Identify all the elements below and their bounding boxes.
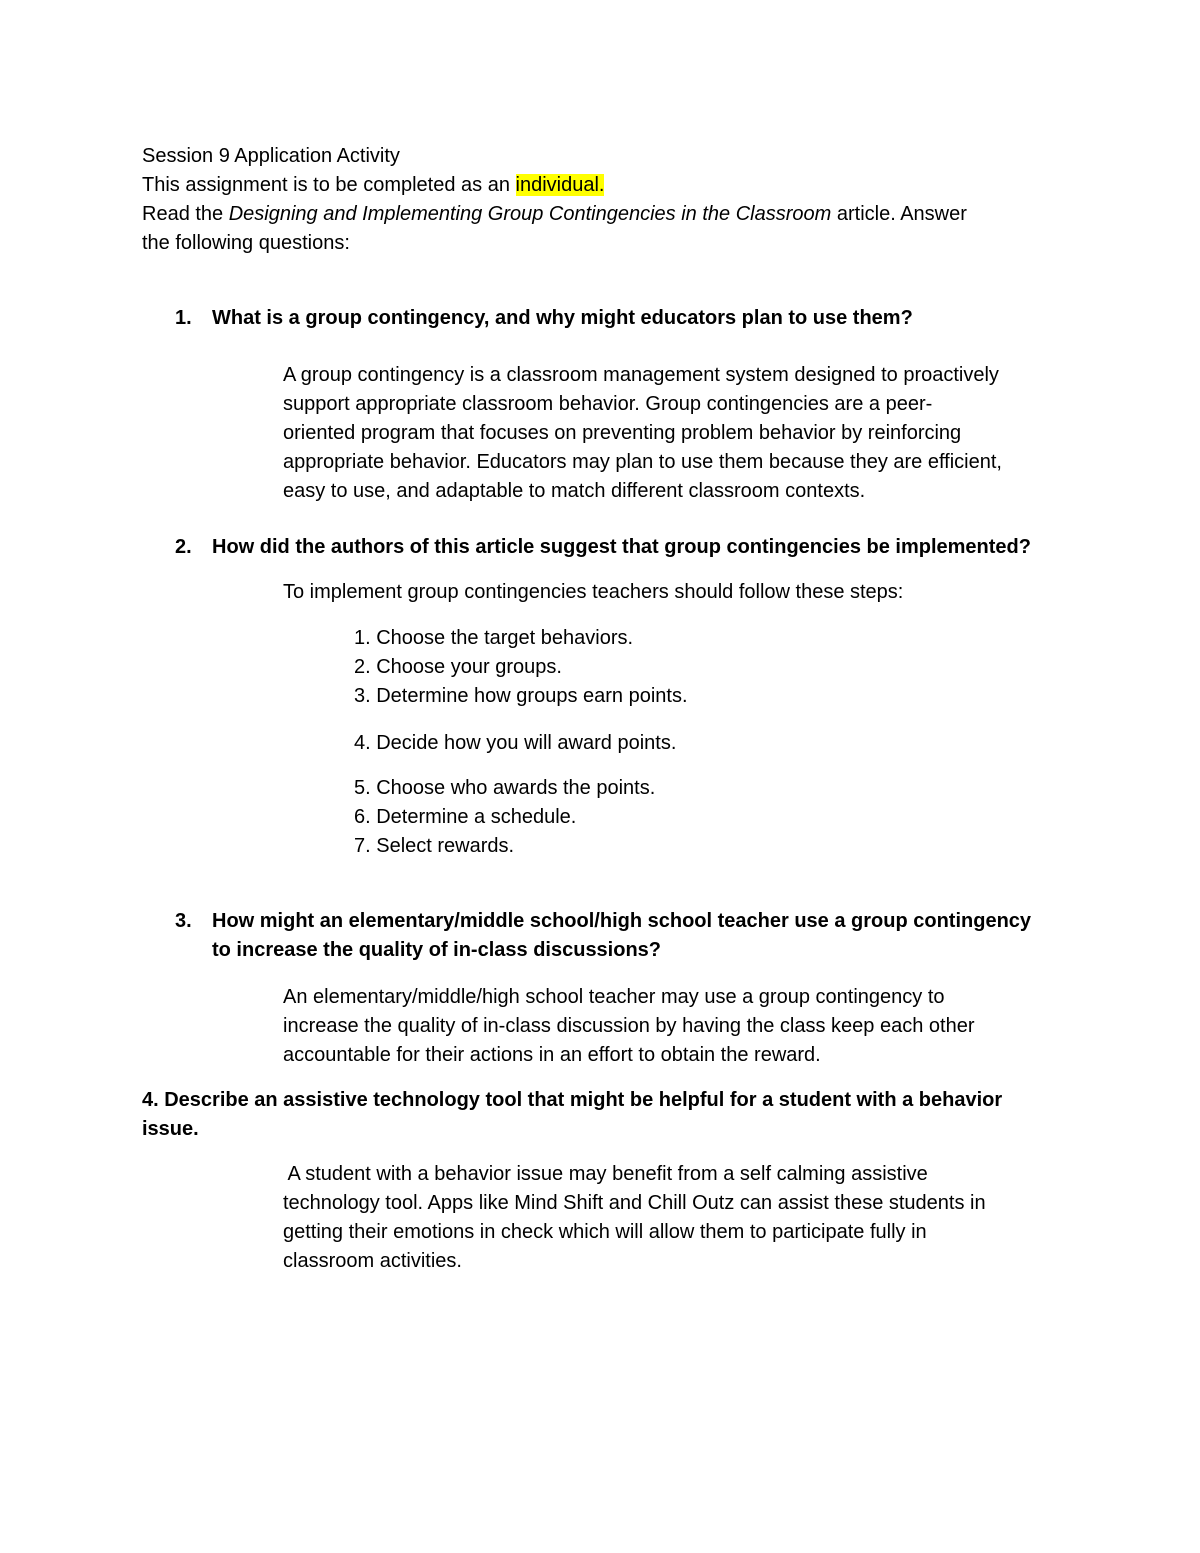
reading-instruction [142,200,967,228]
answer-4-line: classroom activities. [283,1250,462,1272]
answer-3-line: increase the quality of in-class discussion by having the class keep each other [283,1015,975,1037]
read-prefix: Read the [142,203,229,225]
answer-1-line: A group contingency is a classroom management system designed to proactively [283,364,999,386]
question-4-text: 4. Describe an assistive technology tool that might be helpful for a student with a behavior [142,1089,1003,1111]
answer-4-line: technology tool. Apps like Mind Shift and Chill Outz can assist these students in [283,1192,986,1214]
step-item: 7. Select rewards. [354,835,515,857]
answer-3-line: An elementary/middle/high school teacher may use a group contingency to [283,986,945,1008]
document-title: Session 9 Application Activity [142,145,400,167]
question-2-number: 2. [175,536,192,558]
step-item: 5. Choose who awards the points. [354,777,656,799]
answer-1-line: oriented program that focuses on preventing problem behavior by reinforcing [283,422,962,444]
step-item: 1. Choose the target behaviors. [354,627,634,649]
answer-4-line: getting their emotions in check which will allow them to participate fully in [283,1221,927,1243]
answer-4-line: A student with a behavior issue may benefit from a self calming assistive [283,1163,928,1185]
assignment-prefix: This assignment is to be completed as an [142,174,516,196]
question-3-number: 3. [175,910,192,932]
question-1-number: 1. [175,307,192,329]
answer-1-line: support appropriate classroom behavior. Group contingencies are a peer- [283,393,933,415]
question-3-text-line2: to increase the quality of in-class discussions? [212,939,662,961]
question-3-text: How might an elementary/middle school/high school teacher use a group contingency [212,910,1032,932]
step-item: 2. Choose your groups. [354,656,562,678]
step-item: 4. Decide how you will award points. [354,732,677,754]
answer-3-line: accountable for their actions in an effort to obtain the reward. [283,1044,821,1066]
article-title: Designing and Implementing Group Contingencies in the Classroom [228,203,832,225]
question-1-text: What is a group contingency, and why might educators plan to use them? [212,307,913,329]
answer-2-intro: To implement group contingencies teachers should follow these steps: [283,581,904,603]
question-4-text-line2: issue. [142,1118,199,1140]
assignment-note [142,171,604,199]
question-2-text: How did the authors of this article suggest that group contingencies be implemented? [212,536,1031,558]
answer-1-line: easy to use, and adaptable to match different classroom contexts. [283,480,866,502]
reading-instruction-line2: the following questions: [142,232,350,254]
step-item: 3. Determine how groups earn points. [354,685,688,707]
individual-highlight: individual. [515,174,605,196]
read-suffix: article. Answer [831,203,967,225]
answer-1-line: appropriate behavior. Educators may plan to use them because they are efficient, [283,451,1002,473]
step-item: 6. Determine a schedule. [354,806,577,828]
